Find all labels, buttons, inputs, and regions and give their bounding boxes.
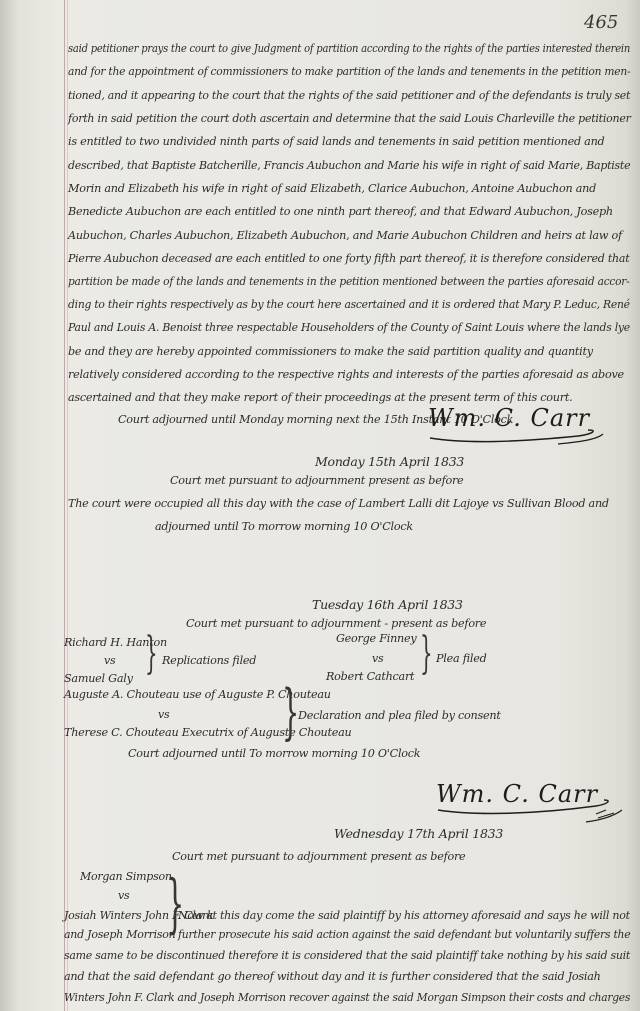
case3-note: Declaration and plea filed by consent [298, 709, 501, 722]
case4-defendant-1: Josiah Winters John F. Clark [64, 909, 214, 922]
paragraph-line: tioned, and it appearing to the court that the rights of the said petitioner and of the defendants is truly set [68, 89, 631, 102]
tuesday-met: Court met pursuant to adjournment - present as before [186, 617, 487, 630]
case2-brace: } [420, 628, 433, 679]
paragraph-line: be and they are hereby appointed commissioners to make the said partition quality and quantity [68, 345, 593, 358]
margin-rule [64, 0, 65, 1011]
case4-brace: } [166, 867, 185, 941]
paragraph-line: Morin and Elizabeth his wife in right of said Elizabeth, Clarice Aubuchon, Antoine Aubuchon and [68, 182, 596, 195]
signature-text: Wm. C. Carr [428, 404, 591, 432]
adjourn-line: Court adjourned until Monday morning next the 15th Instant 10 O'Clock [118, 413, 514, 426]
case2-defendant: Robert Cathcart [326, 670, 415, 683]
wednesday-heading: Wednesday 17th April 1833 [334, 826, 504, 841]
case1-note: Replications filed [162, 654, 257, 667]
monday-met: Court met pursuant to adjournment present as before [170, 474, 464, 487]
judge-signature-2 [436, 780, 626, 824]
signature-flourish [436, 780, 626, 828]
case2-vs: vs [372, 652, 384, 665]
monday-heading: Monday 15th April 1833 [315, 454, 465, 469]
paragraph-line: Benedicte Aubuchon are each entitled to one ninth part thereof, and that Edward Aubuchon, Joseph [68, 205, 613, 218]
wednesday-text-line: Now at this day come the said plaintiff by his attorney aforesaid and says he will not [178, 909, 630, 922]
paragraph-line: is entitled to two undivided ninth parts of said lands and tenements in said petition mentioned and [68, 135, 605, 148]
monday-line-1: The court were occupied all this day with the case of Lambert Lalli dit Lajoye vs Sullivan Blood and [68, 497, 609, 510]
case1-vs: vs [104, 654, 116, 667]
signature-text: Wm. C. Carr [436, 780, 599, 808]
judge-signature [428, 404, 608, 444]
wednesday-text-line: Winters John F. Clark and Joseph Morrison recover against the said Morgan Simpson their costs and charges [64, 991, 631, 1004]
paragraph-line: partition be made of the lands and tenements in the petition mentioned between the parties aforesaid accor- [68, 275, 630, 288]
tuesday-heading: Tuesday 16th April 1833 [312, 597, 463, 612]
case3-plaintiff: Auguste A. Chouteau use of Auguste P. Chouteau [64, 688, 331, 701]
case4-vs: vs [118, 889, 130, 902]
paragraph-line: Pierre Aubuchon deceased are each entitled to one forty fifth part thereof, it is therefore considered that [68, 252, 630, 265]
case1-plaintiff: Richard H. Hanton [64, 636, 167, 649]
wednesday-met: Court met pursuant to adjournment present as before [172, 850, 466, 863]
tuesday-adjourn: Court adjourned until To morrow morning 10 O'Clock [128, 747, 421, 760]
signature-flourish [428, 404, 608, 448]
case3-vs: vs [158, 708, 170, 721]
paragraph-line: ascertained and that they make report of their proceedings at the present term of this court. [68, 391, 573, 404]
monday-line-2: adjourned until To morrow morning 10 O'Clock [155, 520, 413, 533]
case1-brace: } [145, 628, 158, 679]
wednesday-text-line: further prosecute his said action against the said defendant but voluntarily suffers the [178, 928, 631, 941]
case3-brace: } [282, 677, 300, 747]
case2-plaintiff: George Finney [336, 632, 417, 645]
page-number: 465 [584, 12, 619, 33]
case1-defendant: Samuel Galy [64, 672, 133, 685]
case2-note: Plea filed [436, 652, 487, 665]
case3-defendant: Therese C. Chouteau Executrix of Auguste Chouteau [64, 726, 352, 739]
paragraph-line: Aubuchon, Charles Aubuchon, Elizabeth Aubuchon, and Marie Aubuchon Children and heirs at law of [68, 229, 622, 242]
wednesday-text-line: same same to be discontinued therefore it is considered that the said plaintiff take nothing by his said suit [64, 949, 631, 962]
paragraph-line: Paul and Louis A. Benoist three respectable Householders of the County of Saint Louis where the lands lye [68, 321, 630, 334]
paragraph-line: said petitioner prays the court to give Judgment of partition according to the rights of the parties interested therein [68, 42, 631, 55]
wednesday-text-line: and that the said defendant go thereof without day and it is further considered that the said Josiah [64, 970, 601, 983]
case4-plaintiff: Morgan Simpson [80, 870, 172, 883]
paragraph-line: ding to their rights respectively as by the court here ascertained and it is ordered that Mary P. Leduc, René [68, 298, 630, 311]
paragraph-line: forth in said petition the court doth ascertain and determine that the said Louis Charleville the petitioner [68, 112, 631, 125]
paragraph-line: described, that Baptiste Batcherille, Francis Aubuchon and Marie his wife in right of said Marie, Baptiste [68, 159, 631, 172]
paragraph-line: relatively considered according to the respective rights and interests of the parties aforesaid as above [68, 368, 624, 381]
case4-defendant-2: and Joseph Morrison [64, 928, 176, 941]
paragraph-line: and for the appointment of commissioners to make partition of the lands and tenements in the petition men- [68, 65, 631, 78]
